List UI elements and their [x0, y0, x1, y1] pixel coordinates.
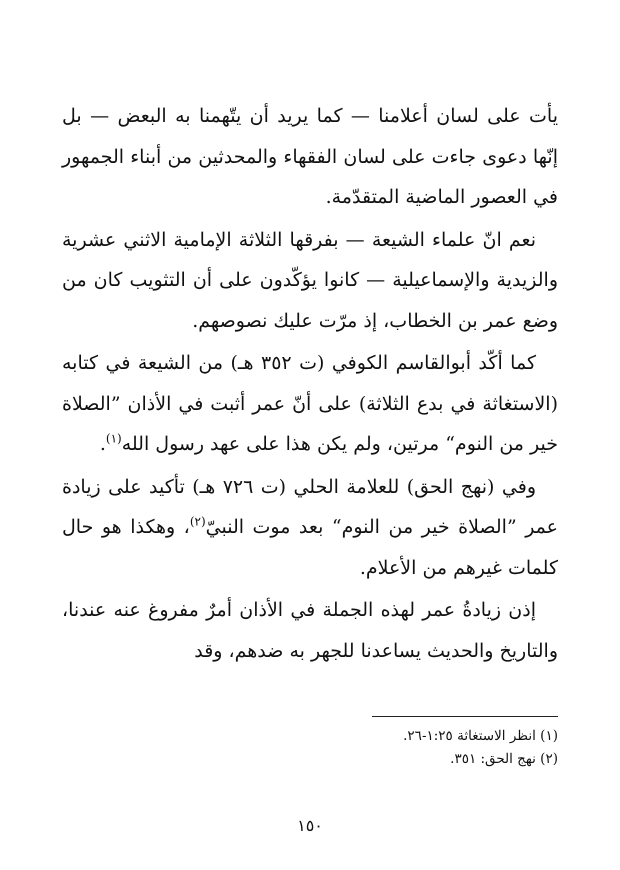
paragraph-3 — [62, 343, 558, 465]
paragraph-3-text: كما أكّد أبوالقاسم الكوفي (ت ٣٥٢ هـ) من الشيعة في كتابه (الاستغاثة في بدع الثلاثة) على أنّ عمر أثبت في الأذان ”الصلاة خير من النوم“ مرتين، ولم يكن هذا على عهد رسول الله — [62, 352, 558, 455]
paragraph-4 — [62, 467, 558, 589]
footnote-divider — [372, 716, 558, 717]
footnote-1: (١) انظر الاستغاثة ١:٢٥-٢٦. — [403, 728, 558, 744]
paragraph-1: يأت على لسان أعلامنا — كما يريد أن يتّهمنا به البعض — بل إنّها دعوى جاءت على لسان الفقهاء والمحدثين من أبناء الجمهور في العصور الماضية المتقدّمة. — [62, 105, 558, 208]
paragraph-3-end: . — [99, 433, 106, 455]
page-number: ١٥٠ — [297, 816, 323, 835]
footnote-ref-1: (١) — [105, 431, 122, 446]
paragraph-4-text: وفي (نهج الحق) للعلامة الحلي (ت ٧٢٦ هـ) تأكيد على زيادة عمر ”الصلاة خير من النوم“ بعد موت النبيّ — [62, 475, 558, 538]
footnote-2: (٢) نهج الحق: ٣٥١. — [450, 751, 558, 767]
paragraph-2: نعم انّ علماء الشيعة — بفرقها الثلاثة الإمامية الاثني عشرية والزيدية والإسماعيلية — كانوا يؤكّدون على أن التثويب كان من وضع عمر بن الخطاب، إذ مرّت عليك نصوصهم. — [62, 228, 558, 332]
footnotes — [62, 725, 558, 771]
footnote-ref-2: (٢) — [189, 514, 206, 529]
paragraph-5: إذن زيادةُ عمر لهذه الجملة في الأذان أمرٌ مفروغ عنه عندنا، والتاريخ والحديث يساعدنا للجهر به ضدهم، وقد — [62, 599, 558, 662]
main-text — [62, 96, 558, 673]
paragraph-4-end: ، وهكذا هو حال كلمات غيرهم من الأعلام. — [62, 516, 558, 579]
